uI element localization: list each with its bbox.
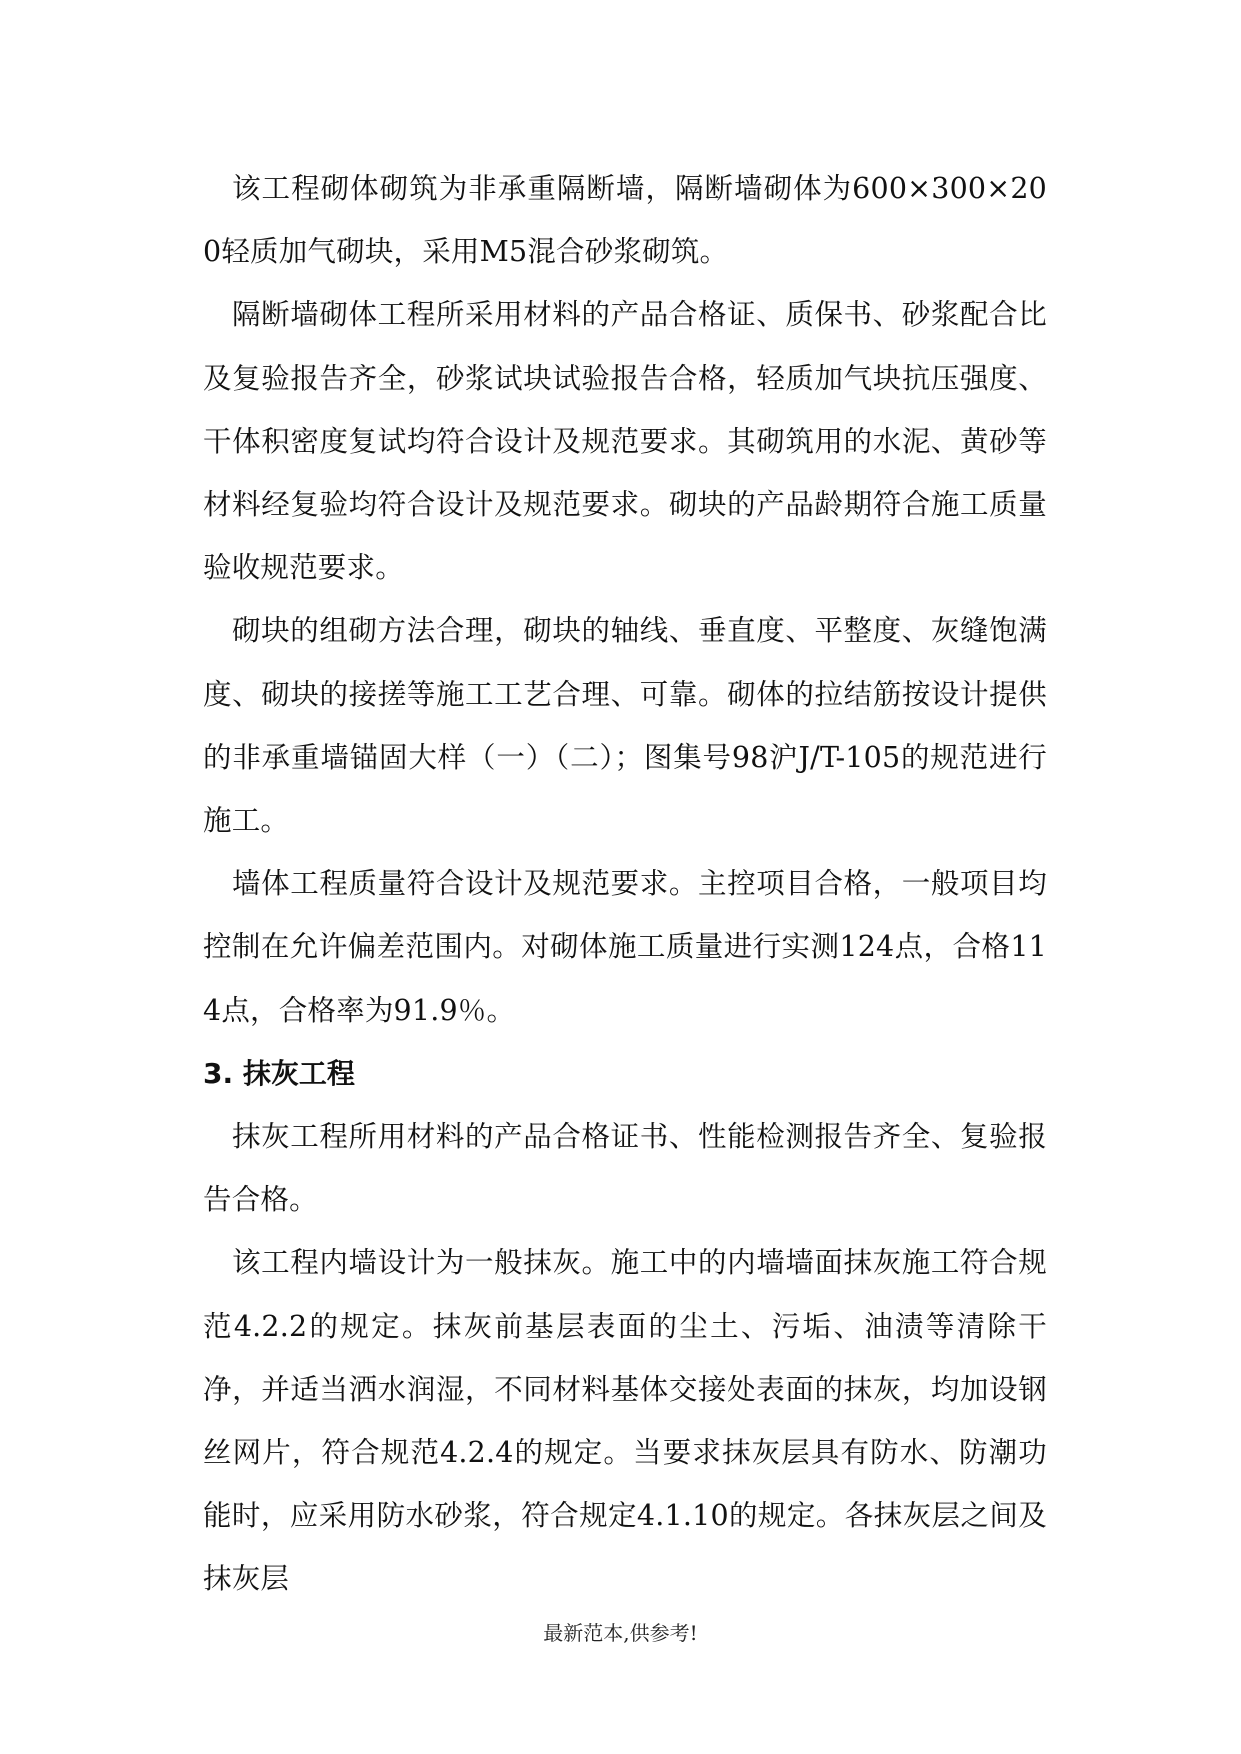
paragraph-masonry-method: 砌块的组砌方法合理，砌块的轴线、垂直度、平整度、灰缝饱满度、砌块的接搓等施工工艺合理、可靠。砌体的拉结筋按设计提供的非承重墙锚固大样（一）（二）；图集号98沪J/T-105的规范进行施工。 — [203, 614, 1047, 838]
section-heading-plastering: 3. 抹灰工程 — [203, 1056, 355, 1090]
paragraph-masonry-materials: 隔断墙砌体工程所采用材料的产品合格证、质保书、砂浆配合比及复验报告齐全，砂浆试块试验报告合格，轻质加气块抗压强度、干体积密度复试均符合设计及规范要求。其砌筑用的水泥、黄砂等材料经复验均符合设计及规范要求。砌块的产品龄期符合施工质量验收规范要求。 — [203, 298, 1047, 585]
paragraph-plastering-process: 该工程内墙设计为一般抹灰。施工中的内墙墙面抹灰施工符合规范4.2.2的规定。抹灰前基层表面的尘土、污垢、油渍等清除干净，并适当洒水润湿，不同材料基体交接处表面的抹灰，均加设钢丝网片，符合规范4.2.4的规定。当要求抹灰层具有防水、防潮功能时，应采用防水砂浆，符合规定4.1.10的规定。各抹灰层之间及抹灰层 — [203, 1246, 1047, 1596]
document-body — [203, 157, 1047, 1611]
paragraph-masonry-quality: 墙体工程质量符合设计及规范要求。主控项目合格，一般项目均控制在允许偏差范围内。对砌体施工质量进行实测124点，合格114点，合格率为91.9％。 — [203, 867, 1047, 1027]
paragraph-masonry-intro: 该工程砌体砌筑为非承重隔断墙，隔断墙砌体为600×300×200轻质加气砌块，采用M5混合砂浆砌筑。 — [203, 172, 1047, 269]
paragraph-plastering-materials: 抹灰工程所用材料的产品合格证书、性能检测报告齐全、复验报告合格。 — [203, 1120, 1047, 1217]
page-footer: 最新范本,供参考! — [543, 1621, 698, 1645]
